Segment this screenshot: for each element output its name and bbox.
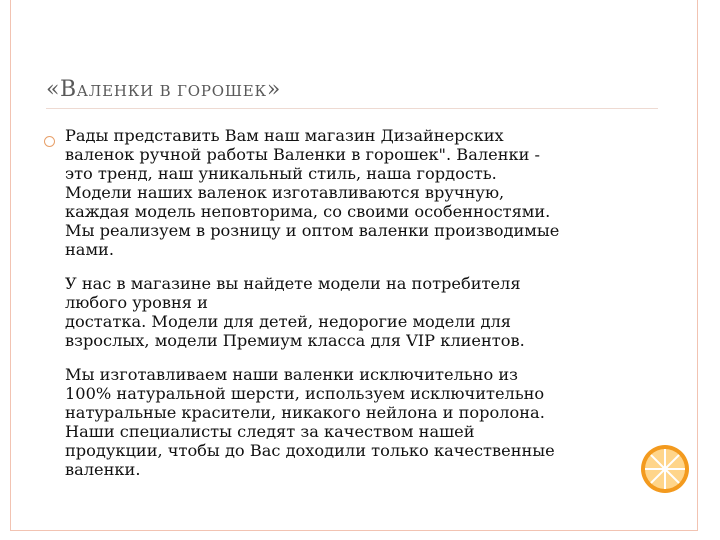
text-line: продукции, чтобы до Вас доходили только качественные (65, 441, 555, 460)
slide-body (65, 126, 645, 494)
text-line: 100% натуральной шерсти, используем исключительно (65, 384, 545, 403)
orange-slice-icon (640, 444, 690, 494)
slide-title: «ВАЛЕНКИ В ГОРОШЕК» (46, 77, 281, 102)
paragraph-materials (65, 365, 645, 479)
text-line: нами. (65, 240, 114, 259)
text-line: У нас в магазине вы найдете модели на потребителя (65, 274, 521, 293)
text-line: Мы реализуем в розницу и оптом валенки производимые (65, 221, 560, 240)
title-divider (46, 108, 658, 109)
text-line: достатка. Модели для детей, недорогие модели для (65, 312, 512, 331)
text-line: валенок ручной работы Валенки в горошек". Валенки - (65, 145, 541, 164)
text-line: взрослых, модели Премиум класса для VIP клиентов. (65, 331, 525, 350)
bullet-ring-icon (44, 136, 55, 147)
text-line: Рады представить Вам наш магазин Дизайнерских (65, 126, 504, 145)
text-line: это тренд, наш уникальный стиль, наша гордость. (65, 164, 497, 183)
text-line: Модели наших валенок изготавливаются вручную, (65, 183, 505, 202)
text-line: любого уровня и (65, 293, 208, 312)
paragraph-intro (65, 126, 645, 259)
text-line: Наши специалисты следят за качеством нашей (65, 422, 475, 441)
text-line: каждая модель неповторима, со своими особенностями. (65, 202, 551, 221)
paragraph-models (65, 274, 645, 350)
text-line: натуральные красители, никакого нейлона и поролона. (65, 403, 545, 422)
text-line: Мы изготавливаем наши валенки исключительно из (65, 365, 518, 384)
text-line: валенки. (65, 460, 141, 479)
